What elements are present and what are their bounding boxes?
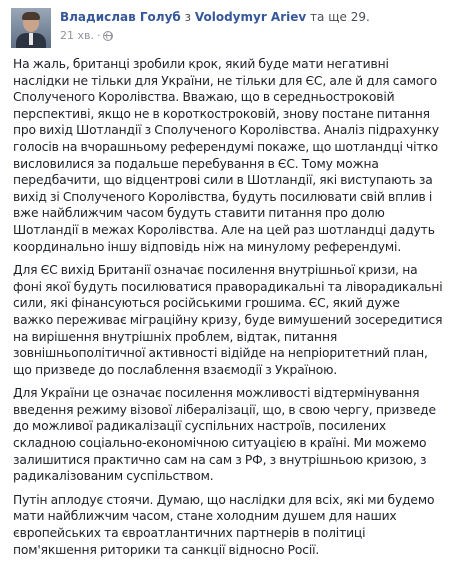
with-text: з (184, 10, 192, 24)
avatar-hair (22, 12, 40, 20)
post-meta (60, 29, 113, 42)
globe-icon[interactable] (103, 31, 113, 41)
others-text[interactable]: та ще 29. (310, 10, 370, 24)
post-paragraph: На жаль, британці зробили крок, який буде мати негативні наслідки не тільки для України, не тільки для ЄС, але й для самого Сполученого Королівства. Вважаю, що в середньостроковій перспективі, якщо не в короткостроковій, знову постане питання про вихід Шотландії з Сполученого Королівства. Аналіз підрахунку голосів на вчорашньому референдумі покаже, що шотландці чітко висловилися за подальше перебування в ЄС. Тому можна передбачити, що відцентрові сили в Шотландії, які виступають за вихід зі Сполученого Королівства, будуть посилювати свій вплив і вже найближчим часом будуть ставити питання про долю Шотландії в межах Королівства. Але на цей раз шотландці дадуть координально іншу відповідь ніж на минулому референдумі. (13, 57, 439, 254)
avatar-tie (29, 33, 33, 45)
post-body (13, 56, 443, 565)
post-paragraph: Для України це означає посилення можливості відтермінування введення режиму візової лібералізації, що, в свою чергу, призведе до можливої радикалізації суспільних настроїв, посилених складною соціально-економічною ситуацією в країні. Ми можемо залишитися практично сам на сам з РФ, з внутрішньою кризою, з радикалізованим суспільством. (13, 386, 436, 484)
author-avatar[interactable] (11, 8, 51, 48)
post-paragraph: Для ЄС вихід Британії означає посилення внутрішньої кризи, на фоні якої будуть посилюватися праворадикальні та ліворадикальні сили, які фінансуються російськими грошима. ЄС, який дуже важко переживає міграційну кризу, буде вимушений зосередитися на вирішення внутрішніх проблем, відтак, питання зовнішньополітичної активності відійде на непріоритетний план, що призведе до послаблення взаємодії з Україною. (13, 263, 443, 377)
meta-separator: · (96, 29, 101, 42)
author-name-link[interactable]: Владислав Голуб (60, 10, 181, 24)
post-timestamp[interactable]: 21 хв. (60, 29, 94, 42)
post-header (60, 10, 370, 25)
post-paragraph: Путін аплодує стоячи. Думаю, що наслідки для всіх, які ми будемо мати найближчим часом, стане холодним душем для наших європейських та євроатлантичних партнерів в політиці пом'якшення риторики та санкції відносно Росії. (13, 492, 435, 557)
tagged-person-link[interactable]: Volodymyr Ariev (194, 10, 307, 24)
